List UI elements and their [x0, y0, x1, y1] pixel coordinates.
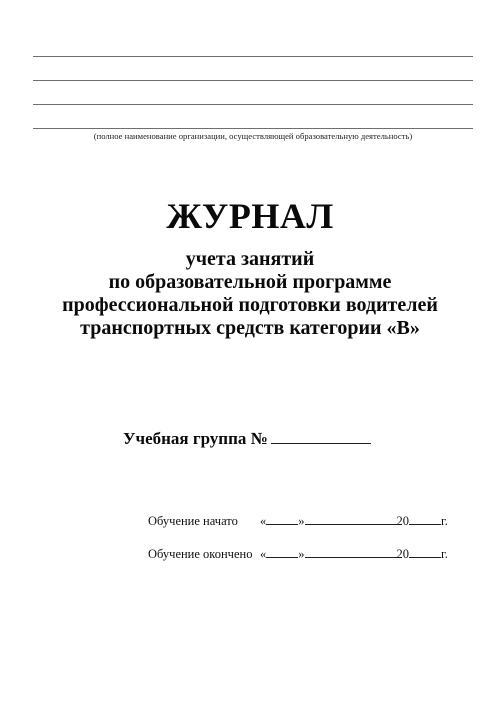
journal-subtitle: [0, 248, 500, 340]
organization-name-line-3: [33, 104, 473, 105]
end-month-blank: [305, 545, 397, 558]
journal-title: ЖУРНАЛ: [166, 196, 334, 236]
century-prefix: 20: [396, 514, 409, 528]
start-month-blank: [305, 512, 397, 525]
training-end-row: [148, 545, 448, 562]
study-group-number-blank: [271, 428, 371, 444]
subtitle-line: профессиональной подготовки водителей: [62, 294, 438, 316]
training-start-label: Обучение начато: [148, 514, 238, 528]
year-suffix: г.: [441, 514, 448, 528]
training-end-label: Обучение окончено: [148, 547, 253, 561]
organization-name-caption: (полное наименование организации, осуществляющей образовательную деятельность): [93, 131, 413, 141]
study-group-row: [123, 428, 371, 449]
quote-open: «: [260, 547, 267, 561]
organization-name-line-4: [33, 128, 473, 129]
quote-open: «: [260, 514, 267, 528]
training-start-row: [148, 512, 448, 529]
year-suffix: г.: [441, 547, 448, 561]
quote-close: »: [298, 547, 305, 561]
organization-name-line-2: [33, 80, 473, 81]
century-prefix: 20: [396, 547, 409, 561]
quote-close: »: [298, 514, 305, 528]
study-group-label: Учебная группа №: [123, 429, 268, 448]
start-year-blank: [409, 512, 441, 525]
subtitle-line: по образовательной программе: [108, 271, 392, 293]
organization-name-line-1: [33, 56, 473, 57]
subtitle-line: учета занятий: [185, 248, 315, 270]
end-day-blank: [266, 545, 298, 558]
start-day-blank: [266, 512, 298, 525]
subtitle-line: транспортных средств категории «В»: [80, 317, 420, 339]
end-year-blank: [409, 545, 441, 558]
